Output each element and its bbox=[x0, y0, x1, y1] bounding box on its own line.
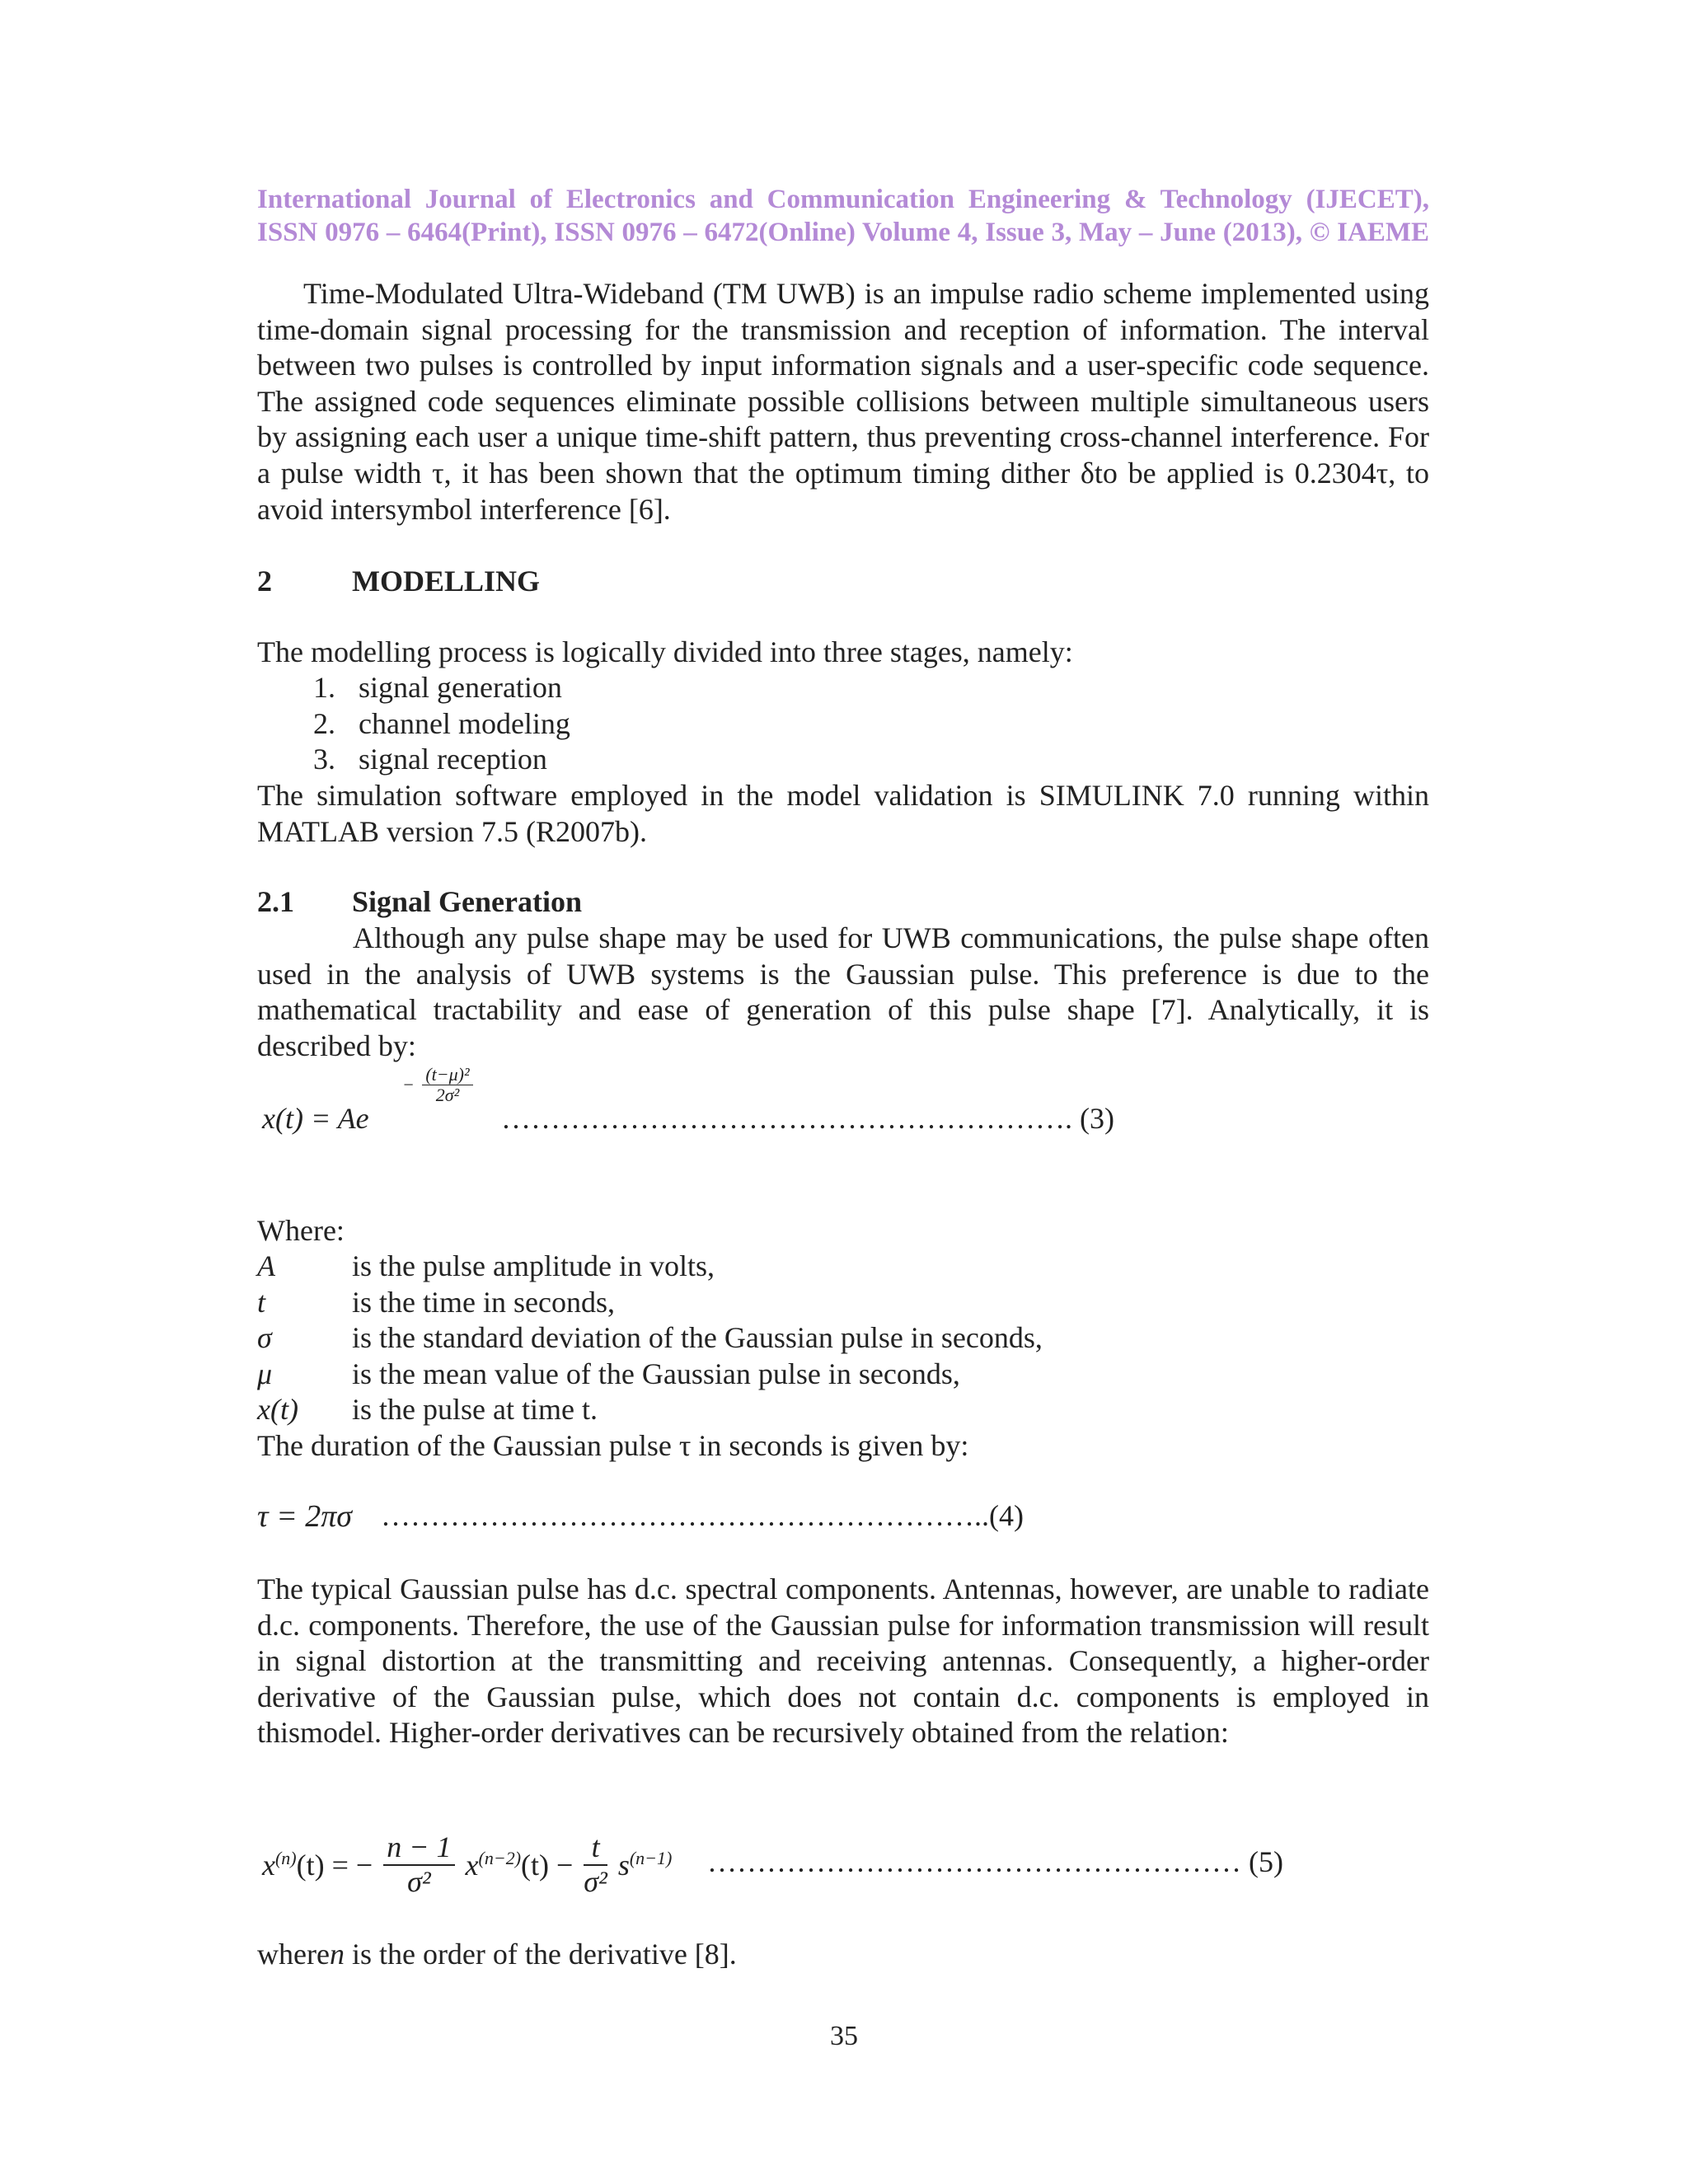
section-title: Signal Generation bbox=[352, 885, 583, 918]
header-line-2: ISSN 0976 – 6464(Print), ISSN 0976 – 6472(Online) Volume 4, Issue 3, May – June (2013), © IAEME bbox=[257, 218, 1429, 247]
equation-5: $x^{(n)}(t)$ = − $\frac{n - 1}{\text{σ²}}$ $x^{(n-2)}(t)$ − $\frac{t}{\text{σ²}}$ $s^{(n-1)}$ ……………………………………………… (5) bbox=[262, 1830, 1283, 1898]
eq5-dots: ……………………………………………… (5) bbox=[707, 1845, 1283, 1878]
definition-row: t is the time in seconds, bbox=[257, 1285, 615, 1319]
intro-paragraph: Time-Modulated Ultra-Wideband (TM UWB) is an impulse radio scheme implemented using time-domain signal processing for the transmission and reception of information. The interval between two pulses is controlled by input information signals and a user-specific code sequence. The assigned code sequences eliminate possible collisions between multiple simultaneous users by assigning each user a unique time-shift pattern, thus preventing cross-channel interference. For a pulse width τ, it has been shown that the optimum timing dither δto be applied is 0.2304τ, to avoid intersymbol interference [6]. bbox=[257, 277, 1429, 526]
list-item: 2. channel modeling bbox=[313, 706, 570, 740]
eq3-exponent: − $\frac{\text{(t−μ)²}}{\text{2σ²}}$ bbox=[402, 1065, 476, 1105]
definition-row: x(t) is the pulse at time t. bbox=[257, 1393, 598, 1427]
definition-row: A is the pulse amplitude in volts, bbox=[257, 1249, 715, 1282]
eq4-dots: ……………………………………………………..(4) bbox=[381, 1499, 1024, 1532]
eq4-lhs: τ = 2πσ bbox=[257, 1499, 353, 1534]
section-title: MODELLING bbox=[352, 565, 541, 598]
gaussian-paragraph: The typical Gaussian pulse has d.c. spectral components. Antennas, however, are unable to radiate d.c. components. Therefore, the use of the Gaussian pulse for information transmission will result in signal distortion at the transmitting and receiving antennas. Consequently, a higher-order derivative of the Gaussian pulse, which does not contain d.c. components is employed in thismodel. Higher-order derivatives can be recursively obtained from the relation: bbox=[257, 1572, 1429, 1750]
modelling-intro: The modelling process is logically divided into three stages, namely: bbox=[257, 635, 1073, 668]
list-item: 3. signal reception bbox=[313, 743, 547, 776]
where-label: Where: bbox=[257, 1214, 345, 1247]
eq5-fraction-1: $\frac{n - 1}{\text{σ²}}$ bbox=[383, 1831, 454, 1898]
signal-generation-paragraph: Although any pulse shape may be used for UWB communications, the pulse shape often used in the analysis of UWB systems is the Gaussian pulse. This preference is due to the mathematical tractability and ease of generation of this pulse shape [7]. Analytically, it is described by: bbox=[257, 921, 1429, 1062]
stages-list bbox=[313, 670, 570, 778]
section-number: 2 bbox=[257, 565, 272, 598]
equation-4 bbox=[257, 1498, 1024, 1535]
software-paragraph: The simulation software employed in the model validation is SIMULINK 7.0 running within MATLAB version 7.5 (R2007b). bbox=[257, 779, 1429, 848]
section-heading-2-1 bbox=[257, 884, 582, 919]
definition-row: σ is the standard deviation of the Gaussian pulse in seconds, bbox=[257, 1321, 1043, 1355]
section-number: 2.1 bbox=[257, 885, 294, 918]
journal-header bbox=[257, 183, 1429, 249]
duration-sentence: The duration of the Gaussian pulse τ in seconds is given by: bbox=[257, 1429, 969, 1462]
list-item: 1. signal generation bbox=[313, 671, 562, 704]
eq3-exp-denominator: 2σ² bbox=[435, 1085, 460, 1106]
final-sentence: wheren is the order of the derivative [8]. bbox=[257, 1938, 737, 1971]
page-number: 35 bbox=[830, 2021, 858, 2051]
eq3-dots: …………………………………………………. (3) bbox=[501, 1102, 1114, 1135]
section-heading-2 bbox=[257, 564, 540, 598]
where-definitions bbox=[257, 1249, 1043, 1428]
eq3-exp-numerator: (t−μ)² bbox=[422, 1065, 472, 1085]
eq5-fraction-2: $\frac{t}{\text{σ²}}$ bbox=[584, 1830, 607, 1898]
equation-3 bbox=[262, 1064, 1114, 1136]
header-line-1: International Journal of Electronics and Communication Engineering & Technology (IJECET), bbox=[257, 185, 1429, 214]
definition-row: μ is the mean value of the Gaussian pulse in seconds, bbox=[257, 1357, 960, 1390]
eq3-lhs: x(t) = Ae bbox=[262, 1102, 369, 1135]
